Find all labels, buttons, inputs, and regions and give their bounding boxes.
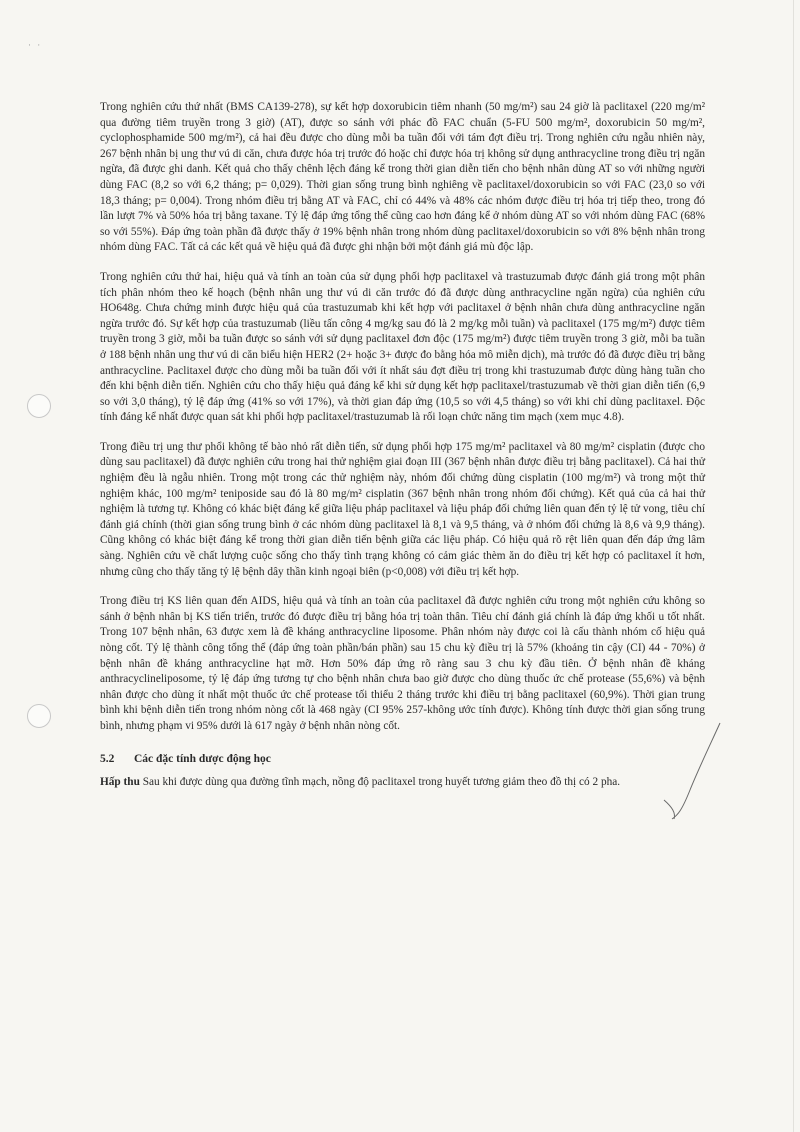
section-number: 5.2 [100, 752, 115, 765]
punch-hole [27, 394, 51, 418]
paragraph-absorption [100, 775, 705, 791]
paragraph-lung-cancer: Trong điều trị ung thư phổi không tế bào nhỏ rất diễn tiến, sử dụng phối hợp 175 mg/m² paclitaxel và 80 mg/m² cisplatin (được cho dùng sau paclitaxel) đã được nghiên cứu trong hai thử nghiệm giai đoạn III (367 bệnh nhân được điều trị bằng paclitaxel). Cả hai thử nghiệm đều là ngẫu nhiên. Trong một trong các thử nghiệm này, nhóm đối chứng dùng cisplatin (100 mg/m²) và trong một thử nghiệm khác, 100 mg/m² teniposide sau đó là 80 mg/m² cisplatin (367 bệnh nhân trong nhóm đối chứng). Kết quả của cả hai thử nghiệm là tương tự. Không có khác biệt đáng kể giữa liệu pháp paclitaxel và liệu pháp đối chứng liên quan đến tỷ lệ tử vong, tiêu chí đánh giá chính (thời gian sống trung bình ở các nhóm dùng paclitaxel là 8,1 và 9,5 tháng, và ở nhóm đối chứng là 8,6 và 9,9 tháng). Cũng không có khác biệt đáng kể trong thời gian diễn tiến bệnh giữa các liệu pháp. Có hiệu quả rõ rệt liên quan đến đáp ứng lâm sàng. Nghiên cứu về chất lượng cuộc sống cho thấy tình trạng không có cảm giác thèm ăn do điều trị kết hợp có paclitaxel ít hơn, nhưng cũng cho thấy tăng tỷ lệ bệnh dây thần kinh ngoại biên (p<0,008) với điều trị kết hợp. [100, 440, 705, 578]
paragraph-study-1: Trong nghiên cứu thứ nhất (BMS CA139-278), sự kết hợp doxorubicin tiêm nhanh (50 mg/m²) sau 24 giờ là paclitaxel (220 mg/m² qua đường tiêm truyền trong 3 giờ) (AT), được so sánh với phác đồ FAC chuẩn (5-FU 500 mg/m², doxorubicin 50 mg/m², cyclophosphamide 500 mg/m²), cả hai đều được cho dùng mỗi ba tuần đối với tám đợt điều trị. Trong nghiên cứu ngẫu nhiên này, 267 bệnh nhân bị ung thư vú di căn, chưa được hóa trị trước đó hoặc chỉ được hóa trị không sử dụng anthracycline trong điều trị ngăn ngừa, đã được ghi danh. Kết quả cho thấy chênh lệch đáng kể trong thời gian diễn tiến cho bệnh nhân dùng AT so với những người dùng FAC (8,2 so với 6,2 tháng; p= 0,029). Thời gian sống trung bình nghiêng về paclitaxel/doxorubicin so với FAC (23,0 so với 18,3 tháng; p= 0,004). Trong nhóm điều trị bằng AT và FAC, chỉ có 44% và 48% các nhóm được điều trị hóa trị tiếp theo, trong đó lần lượt 7% và 50% hóa trị bằng taxane. Tỷ lệ đáp ứng tổng thể cũng cao hơn đáng kể ở nhóm dùng AT so với nhóm dùng FAC (68% so với 55%). Đáp ứng toàn phần đã được thấy ở 19% bệnh nhân trong nhóm dùng paclitaxel/doxorubicin so với 8% bệnh nhân trong nhóm dùng FAC. Tất cả các kết quả về hiệu quả đã được ghi nhận bởi một đánh giá mù độc lập. [100, 101, 705, 254]
paragraph-aids-ks: Trong điều trị KS liên quan đến AIDS, hiệu quả và tính an toàn của paclitaxel đã được nghiên cứu trong một nghiên cứu không so sánh ở bệnh nhân bị KS tiến triển, trước đó được điều trị bằng hóa trị toàn thân. Tiêu chí đánh giá chính là đáp ứng khối u tốt nhất. Trong 107 bệnh nhân, 63 được xem là đề kháng anthracycline liposome. Phân nhóm này được coi là cấu thành nhóm cố hiệu quả nòng cốt. Tỷ lệ thành công tổng thể (đáp ứng toàn phần/bán phần) sau 15 chu kỳ điều trị là 57% (khoảng tin cậy (CI) 44 - 70%) ở bệnh nhân đề kháng anthracycline hạt mỡ. Hơn 50% đáp ứng rõ ràng sau 3 chu kỳ đầu tiên. Ở bệnh nhân đề kháng anthracyclineliposome, tỷ lệ đáp ứng tương tự cho bệnh nhân chưa bao giờ được cho dùng thuốc ức chế protease (55,6%) và bệnh nhân được cho dùng ít nhất một thuốc ức chế protease tối thiểu 2 tháng trước khi điều trị bằng paclitaxel (60,9%). Thời gian trung bình khi bệnh diễn tiến trong nhóm nòng cốt là 468 ngày (CI 95% 257-không ước tính được). Không tính được thời gian sống trung bình, nhưng phạm vi 95% dưới là 617 ngày ở bệnh nhân nòng cốt. [100, 595, 705, 732]
section-title: Các đặc tính dược động học [134, 752, 271, 765]
absorption-text: Sau khi được dùng qua đường tĩnh mạch, nồng độ paclitaxel trong huyết tương giảm theo đồ thị có 2 pha. [139, 775, 621, 788]
paragraph-study-2: Trong nghiên cứu thứ hai, hiệu quả và tính an toàn của sử dụng phối hợp paclitaxel và trastuzumab được đánh giá trong một phân tích phân nhóm theo kế hoạch (bệnh nhân ung thư vú di căn trước đó đã được dùng anthracycline ngăn ngừa) của nghiên cứu HO648g. Chưa chứng minh được hiệu quả của trastuzumab khi kết hợp với paclitaxel ở bệnh nhân chưa dùng anthracycline ngăn ngừa trước đó. Sự kết hợp của trastuzumab (liều tấn công 4 mg/kg sau đó là 2 mg/kg mỗi tuần) và paclitaxel (175 mg/m²) được tiêm truyền trong 3 giờ, mỗi ba tuần được so sánh với sử dụng paclitaxel đơn độc (175 mg/m²) được tiêm truyền trong 3 giờ, mỗi ba tuần ở 188 bệnh nhân ung thư vú di căn biểu hiện HER2 (2+ hoặc 3+ được đo bằng hóa mô miễn dịch), mà trước đó đã được điều trị bằng anthracycline. Paclitaxel được cho dùng mỗi ba tuần đối với ít nhất sáu đợt điều trị trong khi trastuzumab được dùng hàng tuần cho đến khi bệnh diễn tiến. Nghiên cứu cho thấy hiệu quả đáng kể khi sử dụng kết hợp paclitaxel/trastuzumab về thời gian diễn tiến (6,9 so với 3,0 tháng), tỷ lệ đáp ứng (41% so với 17%), và thời gian đáp ứng (10,5 so với 4,5 tháng) so với khi chỉ dùng paclitaxel. Độc tính đáng kể nhất được quan sát khi phối hợp paclitaxel/trastuzumab là rối loạn chức năng tim mạch (xem mục 4.8). [100, 270, 705, 424]
document-body [100, 100, 705, 804]
absorption-lead: Hấp thu [100, 775, 140, 788]
punch-hole [27, 704, 51, 728]
section-heading [100, 753, 705, 765]
corner-marks: · · [28, 40, 43, 50]
page-edge-shadow [793, 0, 794, 1132]
